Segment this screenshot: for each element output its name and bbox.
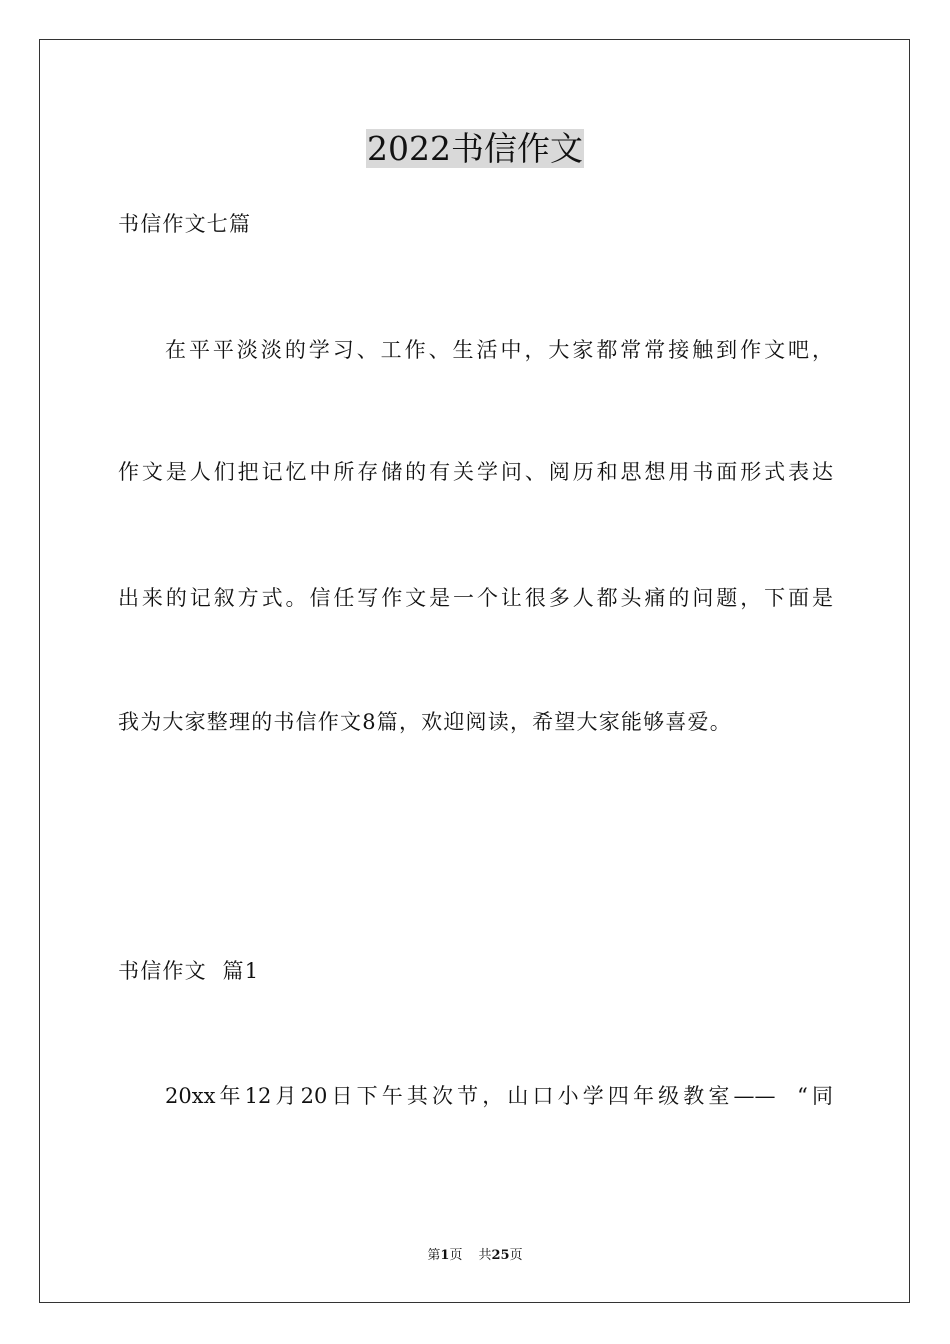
paragraph-1-line-3: 出来的记叙方式。信任写作文是一个让很多人都头痛的问题，下面是 (118, 586, 833, 610)
paragraph-1-line-4: 我为大家整理的书信作文8篇，欢迎阅读，希望大家能够喜爱。 (118, 710, 732, 734)
document-subtitle: 书信作文七篇 (118, 212, 252, 236)
footer-page-current: 1 (440, 1248, 450, 1263)
footer-total-prefix: 共 (478, 1248, 492, 1263)
footer-page-total: 25 (491, 1248, 510, 1263)
footer-page-prefix: 第 (427, 1248, 441, 1263)
footer-page-suffix: 页 (449, 1248, 463, 1263)
document-title (0, 128, 950, 170)
document-title-text: 2022书信作文 (367, 129, 583, 168)
footer-total-suffix: 页 (509, 1248, 523, 1263)
paragraph-1-line-1: 在平平淡淡的学习、工作、生活中，大家都常常接触到作文吧， (165, 338, 833, 362)
section-heading: 书信作文 篇1 (118, 959, 260, 983)
paragraph-2-line-1: 20xx年12月20日下午其次节，山口小学四年级教室—— “同 (165, 1084, 833, 1108)
page-footer (0, 1247, 950, 1265)
paragraph-1-line-2: 作文是人们把记忆中所存储的有关学问、阅历和思想用书面形式表达 (118, 460, 833, 484)
